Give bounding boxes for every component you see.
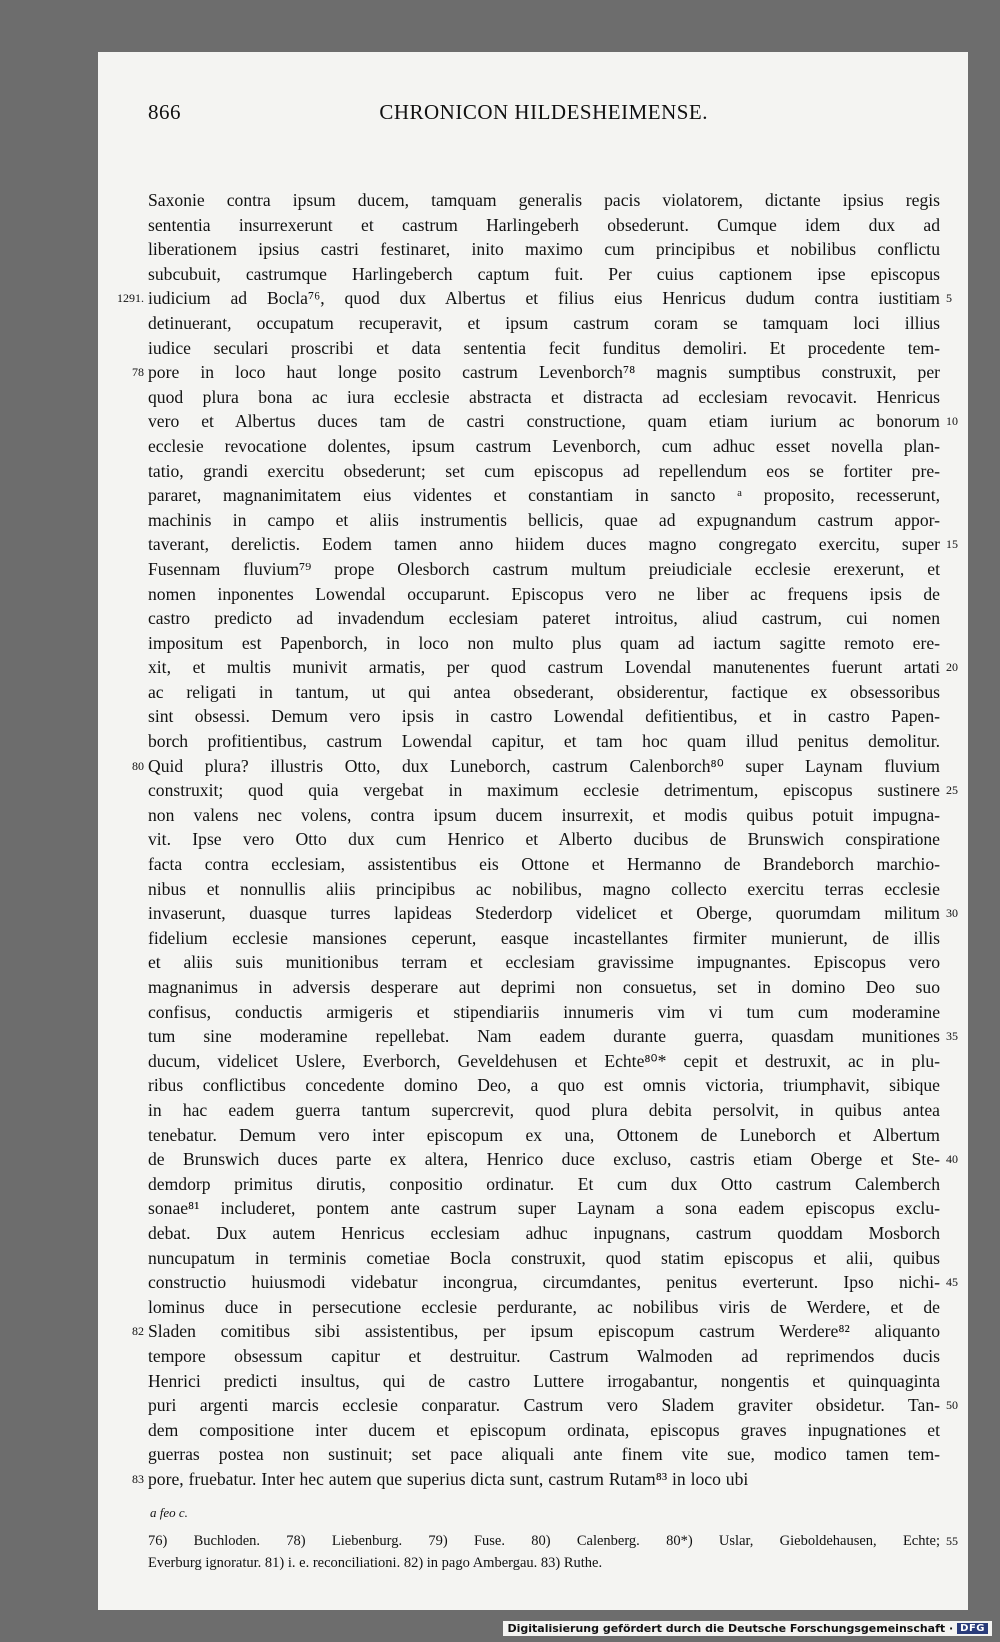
- line-text: de Brunswich duces parte ex altera, Henrico duce excluso, castris etiam Oberge et Ste-: [148, 1149, 940, 1170]
- line-text: ribus conflictibus concedente domino Deo, a quo est omnis victoria, triumphavit, sibique: [148, 1075, 940, 1096]
- text-line: [148, 729, 940, 754]
- text-line: [148, 1196, 940, 1221]
- line-text: detinuerant, occupatum recuperavit, et ipsum castrum coram se tamquam loci illius: [148, 312, 940, 333]
- footnote-text: Everburg ignoratur. 81) i. e. reconciliationi. 82) in pago Ambergau. 83) Ruthe.: [148, 1555, 603, 1571]
- text-line: [148, 1369, 940, 1394]
- left-margin-note: 82: [132, 1324, 144, 1339]
- text-line: [148, 508, 940, 533]
- line-text: liberationem ipsius castri festinaret, inito maximo cum principibus et nobilibus conflictu: [148, 239, 940, 260]
- line-text: non valens nec volens, contra ipsum ducem insurrexit, et modis quibus potuit impugna-: [148, 804, 940, 825]
- text-line: [148, 1246, 940, 1271]
- line-text: ac religati in tantum, ut qui antea obsederant, obsiderentur, factique ex obsessoribus: [148, 681, 940, 702]
- line-number: 45: [946, 1275, 958, 1290]
- digitization-credit: [503, 1621, 992, 1636]
- line-number: 25: [946, 783, 958, 798]
- text-line: [148, 1344, 940, 1369]
- text-line: [148, 262, 940, 287]
- left-margin-note: 1291.: [117, 291, 144, 306]
- text-line: [148, 1393, 958, 1418]
- line-text: facta contra ecclesiam, assistentibus eis Ottone et Hermanno de Brandeborch marchio-: [148, 854, 940, 875]
- text-line: [117, 286, 952, 311]
- line-text: vit. Ipse vero Otto dux cum Henrico et Alberto ducibus de Brunswich conspiratione: [148, 829, 940, 850]
- line-text: guerras postea non sustinuit; set pace aliquali ante finem vite sue, modico tamen tem-: [148, 1444, 940, 1465]
- text-line: [148, 385, 940, 410]
- body-text: [117, 188, 958, 1491]
- text-line: [148, 975, 940, 1000]
- running-title: CHRONICON HILDESHEIMENSE.: [379, 100, 708, 124]
- line-text: ecclesie revocatione dolentes, ipsum castrum Levenborch, cum adhuc esset novella plan-: [148, 435, 940, 456]
- text-line: [148, 434, 940, 459]
- scanned-page: [98, 52, 968, 1610]
- line-text: quod plura bona ac iura ecclesie abstracta et distracta ad ecclesiam revocavit. Henricus: [148, 386, 940, 407]
- line-text: ducum, videlicet Uslere, Everborch, Geveldehusen et Echte⁸⁰* cepit et destruxit, ac in plu-: [148, 1050, 940, 1071]
- line-text: et aliis suis munitionibus terram et ecclesiam gravissime impugnantes. Episcopus vero: [148, 952, 940, 973]
- line-text: debat. Dux autem Henricus ecclesiam adhuc inpugnans, castrum quoddam Mosborch: [148, 1222, 940, 1243]
- line-number: 20: [946, 660, 958, 675]
- footnotes: [148, 1530, 958, 1574]
- text-line: [148, 1270, 958, 1295]
- line-text: demdorp primitus dirutis, conpositio ordinatur. Et cum dux Otto castrum Calemberch: [148, 1173, 940, 1194]
- line-text: nomen inponentes Lowendal occuparunt. Episcopus vero ne liber ac frequens ipsis de: [148, 583, 940, 604]
- line-text: pararet, magnanimitatem eius videntes et constantiam in sancto ᵃ proposito, recesserunt,: [148, 485, 940, 506]
- line-text: constructio huiusmodi videbatur incongrua, circumdantes, penitus everterunt. Ipso nichi-: [148, 1272, 940, 1293]
- footnote-text: 76) Buchloden. 78) Liebenburg. 79) Fuse. 80) Calenberg. 80*) Uslar, Gieboldehausen, Echte;: [148, 1533, 940, 1549]
- text-line: [132, 754, 940, 779]
- text-line: [148, 1049, 940, 1074]
- text-line: [148, 1123, 940, 1148]
- line-text: tatio, grandi exercitu obsederunt; set cum episcopus ad repellendum eos se fortiter pre-: [148, 460, 940, 481]
- line-text: pore, fruebatur. Inter hec autem que superius dicta sunt, castrum Rutam⁸³ in loco ubi: [148, 1468, 749, 1489]
- line-text: fidelium ecclesie mansiones ceperunt, easque incastellantes firmiter munierunt, de illis: [148, 927, 940, 948]
- text-line: [132, 1467, 940, 1492]
- line-text: Sladen comitibus sibi assistentibus, per ipsum episcopum castrum Werdere⁸² aliquanto: [148, 1321, 940, 1342]
- page-number: 866: [148, 100, 181, 124]
- line-text: machinis in campo et aliis instrumentis bellicis, quae ad expugnandum castrum appor-: [148, 509, 940, 530]
- line-text: subcubuit, castrumque Harlingeberch captum fuit. Per cuius captionem ipse episcopus: [148, 263, 940, 284]
- left-margin-note: 78: [132, 365, 144, 380]
- text-line: [148, 901, 958, 926]
- text-line: [148, 1073, 940, 1098]
- text-line: [148, 1024, 958, 1049]
- line-text: xit, et multis munivit armatis, per quod castrum Lovendal manutenentes fuerunt artati: [148, 657, 940, 678]
- line-text: construxit; quod quia vergebat in maximum ecclesie detrimentum, episcopus sustinere: [148, 780, 940, 801]
- text-line: [148, 237, 940, 262]
- text-line: [148, 827, 940, 852]
- text-line: [148, 311, 940, 336]
- line-text: Saxonie contra ipsum ducem, tamquam generalis pacis violatorem, dictante ipsius regis: [148, 190, 940, 210]
- page-header: [148, 100, 938, 125]
- text-line: [148, 655, 958, 680]
- line-number: 40: [946, 1152, 958, 1167]
- text-line: [148, 926, 940, 951]
- text-line: [148, 582, 940, 607]
- dfg-logo: DFG: [957, 1623, 988, 1634]
- text-line: [132, 1319, 940, 1344]
- line-number: 30: [946, 906, 958, 921]
- line-text: lominus duce in persecutione ecclesie perdurante, ac nobilibus viris de Werdere, et de: [148, 1296, 940, 1317]
- text-line: [148, 1000, 940, 1025]
- left-margin-note: 83: [132, 1471, 144, 1486]
- footnote-line: [148, 1530, 958, 1552]
- line-text: Henrici predicti insultus, qui de castro Luttere irrogabantur, nongentis et quinquaginta: [148, 1370, 940, 1391]
- line-text: invaserunt, duasque turres lapideas Stederdorp videlicet et Oberge, quorumdam militum: [148, 903, 940, 924]
- line-number: 10: [946, 414, 958, 429]
- line-text: iudice seculari proscribi et data sententia fecit funditus demoliri. Et procedente tem-: [148, 337, 940, 358]
- text-line: [148, 680, 940, 705]
- text-line: [148, 459, 940, 484]
- line-number: 15: [946, 537, 958, 552]
- text-line: [148, 1418, 940, 1443]
- textual-footnote: a feo c.: [150, 1505, 188, 1520]
- line-text: vero et Albertus duces tam de castri constructione, quam etiam iurium ac bonorum: [148, 411, 940, 432]
- text-line: [148, 877, 940, 902]
- line-text: impositum est Papenborch, in loco non multo plus quam ad iactum sagitte remoto ere-: [148, 632, 940, 653]
- line-text: sententia insurrexerunt et castrum Harlingeberh obsederunt. Cumque idem dux ad: [148, 214, 940, 235]
- line-number: 50: [946, 1398, 958, 1413]
- text-line: [148, 1442, 940, 1467]
- line-text: magnanimus in adversis desperare aut deprimi non consuetus, set in domino Deo suo: [148, 977, 940, 997]
- text-line: [148, 483, 940, 508]
- line-text: tum sine moderamine repellebat. Nam eadem durante guerra, quasdam munitiones: [148, 1026, 940, 1047]
- line-number: 55: [946, 1534, 958, 1548]
- line-text: sonae⁸¹ includeret, pontem ante castrum super Laynam a sona eadem episcopus exclu-: [148, 1198, 940, 1219]
- footnote-line: [148, 1552, 940, 1574]
- text-line: [148, 950, 940, 975]
- text-line: [148, 336, 940, 361]
- text-line: [148, 1098, 940, 1123]
- line-text: nibus et nonnullis aliis principibus ac nobilibus, magno collecto exercitu terras ecclesie: [148, 878, 940, 899]
- line-text: tenebatur. Demum vero inter episcopum ex una, Ottonem de Luneborch et Albertum: [148, 1124, 940, 1145]
- line-text: in hac eadem guerra tantum supercrevit, quod plura debita persolvit, in quibus antea: [148, 1099, 940, 1120]
- line-text: Quid plura? illustris Otto, dux Luneborch, castrum Calenborch⁸⁰ super Laynam fluvium: [148, 755, 940, 776]
- line-number: 35: [946, 1029, 958, 1044]
- text-line: [148, 778, 958, 803]
- text-line: [132, 360, 940, 385]
- text-line: [148, 1221, 940, 1246]
- line-text: borch profitientibus, castrum Lowendal capitur, et tam hoc quam illud penitus demolitur.: [148, 731, 940, 752]
- left-margin-note: 80: [132, 758, 144, 773]
- line-text: Fusennam fluvium⁷⁹ prope Olesborch castrum multum preiudiciale ecclesie erexerunt, et: [148, 558, 940, 579]
- text-line: [148, 803, 940, 828]
- text-line: [148, 213, 940, 238]
- line-text: castro predicto ad invadendum ecclesiam pateret introitus, aliud castrum, cui nomen: [148, 608, 940, 629]
- line-number: 5: [946, 291, 952, 306]
- text-line: [148, 557, 940, 582]
- text-line: [148, 532, 958, 557]
- text-line: [148, 1147, 958, 1172]
- line-text: sint obsessi. Demum vero ipsis in castro Lowendal defitientibus, et in castro Papen-: [148, 706, 940, 727]
- line-text: nuncupatum in terminis cometiae Bocla construxit, quod statim episcopus et alii, quibus: [148, 1247, 940, 1268]
- line-text: taverant, derelictis. Eodem tamen anno hiidem duces magno congregato exercitu, super: [148, 534, 940, 555]
- line-text: puri argenti marcis ecclesie conparatur. Castrum vero Sladem graviter obsidetur. Tan-: [148, 1395, 940, 1416]
- text-line: [148, 1295, 940, 1320]
- line-text: confisus, conductis armigeris et stipendiariis innumeris vim vi tum cum moderamine: [148, 1001, 940, 1022]
- line-text: pore in loco haut longe posito castrum Levenborch⁷⁸ magnis sumptibus construxit, per: [148, 362, 940, 383]
- text-line: [148, 1172, 940, 1197]
- text-line: [148, 631, 940, 656]
- text-line: [148, 704, 940, 729]
- text-line: [148, 188, 940, 213]
- text-line: [148, 852, 940, 877]
- text-line: [148, 409, 958, 434]
- text-line: [148, 606, 940, 631]
- line-text: iudicium ad Bocla⁷⁶, quod dux Albertus et filius eius Henricus dudum contra iustitiam: [148, 288, 940, 309]
- line-text: tempore obsessum capitur et destruitur. Castrum Walmoden ad reprimendos ducis: [148, 1345, 940, 1366]
- credit-text: Digitalisierung gefördert durch die Deutsche Forschungsgemeinschaft ·: [507, 1622, 954, 1635]
- line-text: dem compositione inter ducem et episcopum ordinata, episcopus graves inpugnationes et: [148, 1419, 940, 1440]
